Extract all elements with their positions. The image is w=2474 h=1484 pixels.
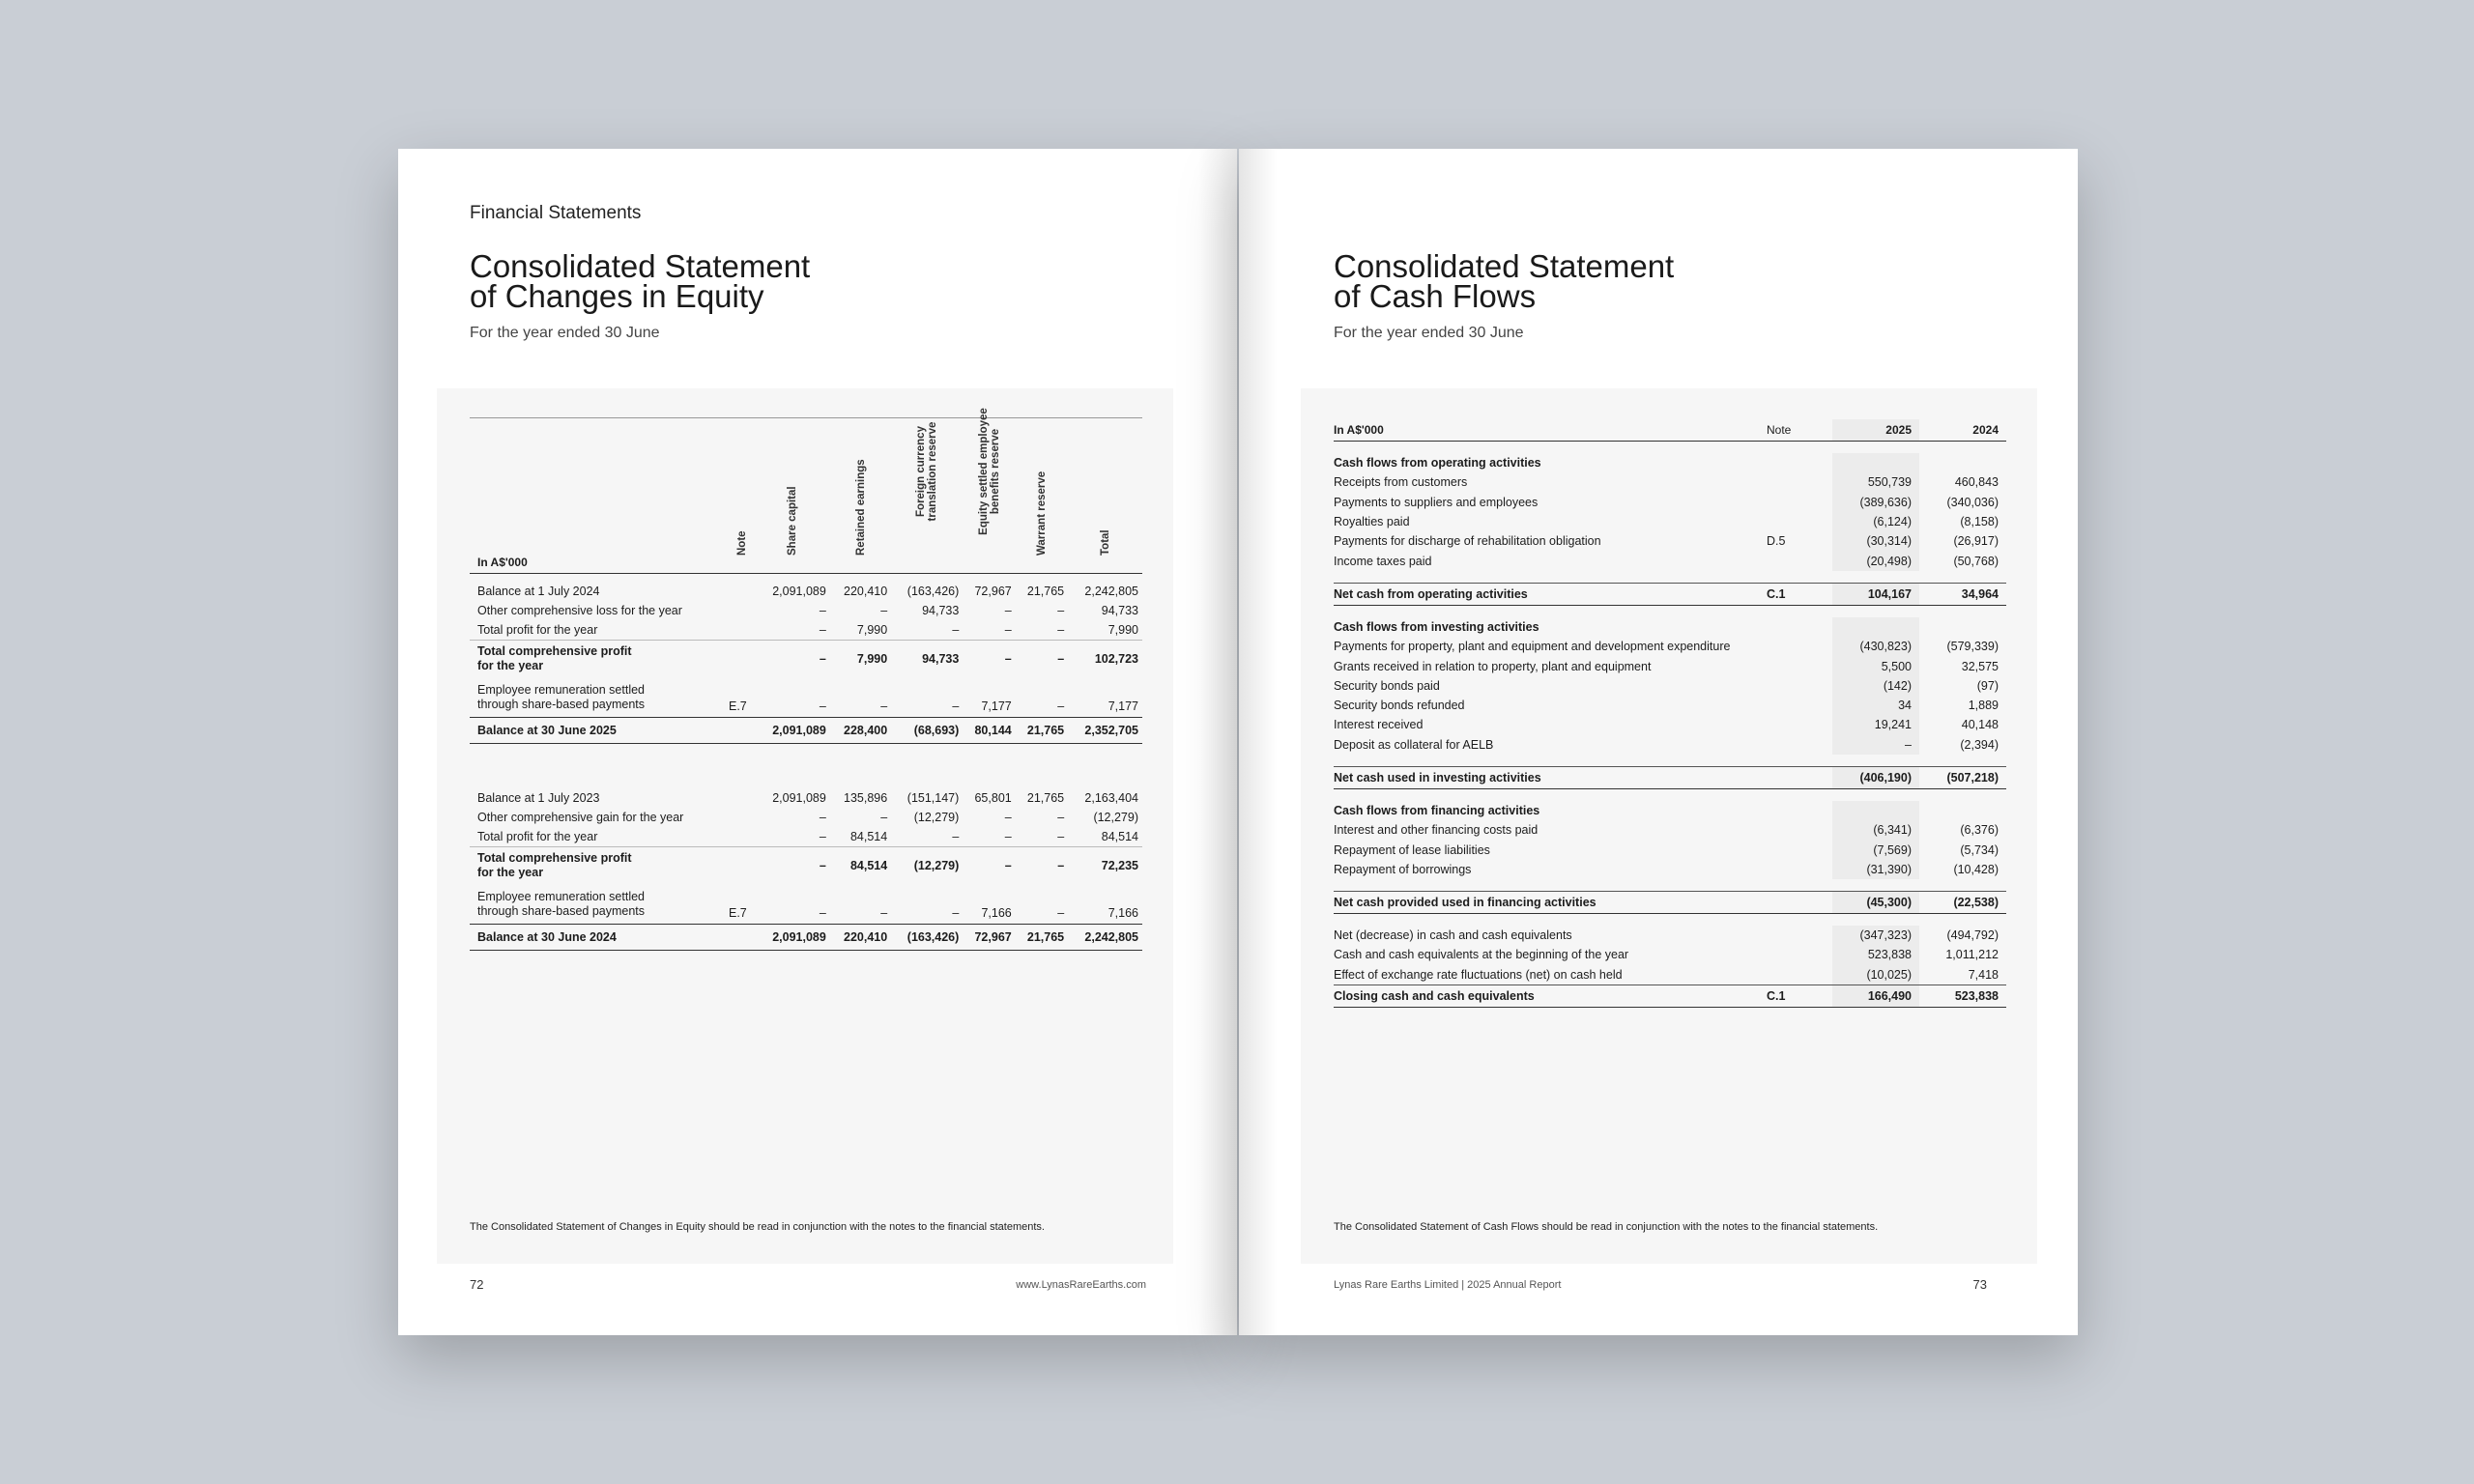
table-row: Balance at 1 July 2023 2,091,089 135,896 (151,147) 65,801 21,765 2,163,404 (477, 791, 1138, 805)
table-row: Deposit as collateral for AELB – (2,394) (1334, 735, 2006, 755)
table-row: Total comprehensive profit for the year – 84,514 (12,279) – – 72,235 (470, 847, 1142, 885)
table-row: Receipts from customers 550,739 460,843 (1334, 472, 2006, 492)
footer-company: Lynas Rare Earths Limited | 2025 Annual Report (1334, 1279, 1562, 1291)
footnote: The Consolidated Statement of Cash Flows should be read in conjunction with the notes to the financial statements. (1334, 1221, 1879, 1233)
left-page (398, 149, 1237, 1335)
table-row: Total profit for the year – 84,514 – – – 84,514 (477, 830, 1138, 843)
table-row: Effect of exchange rate fluctuations (net) on cash held (10,025) 7,418 (1334, 965, 2006, 985)
table-row: Royalties paid (6,124) (8,158) (1334, 512, 2006, 531)
table-row: Balance at 30 June 2024 2,091,089 220,410 (163,426) 72,967 21,765 2,242,805 (470, 925, 1142, 951)
table-row: Interest and other financing costs paid (6,341) (6,376) (1334, 820, 2006, 840)
col-2024: 2024 (1919, 419, 2006, 442)
section-heading: Cash flows from financing activities (1334, 801, 2006, 820)
unit-label: In A$'000 (1334, 419, 1767, 442)
table-row: Payments to suppliers and employees (389,636) (340,036) (1334, 493, 2006, 512)
col-total: Total (1099, 529, 1111, 556)
page-number: 73 (1972, 1277, 1987, 1292)
cashflow-table (1334, 419, 2006, 1008)
right-page (1239, 149, 2078, 1335)
footer-url[interactable]: www.LynasRareEarths.com (1016, 1279, 1146, 1291)
table-row: Other comprehensive loss for the year – – 94,733 – – 94,733 (477, 604, 1138, 617)
page-title (470, 248, 811, 314)
total-row: Closing cash and cash equivalents C.1 166,490 523,838 (1334, 985, 2006, 1007)
col-fx-reserve: Foreign currency translation reserve (915, 421, 939, 522)
col-2025: 2025 (1832, 419, 1919, 442)
table-row: Net (decrease) in cash and cash equivalents (347,323) (494,792) (1334, 926, 2006, 945)
table-row: Balance at 1 July 2024 2,091,089 220,410 (163,426) 72,967 21,765 2,242,805 (477, 585, 1138, 598)
col-retained-earnings: Retained earnings (854, 459, 867, 556)
page-number: 72 (470, 1277, 484, 1292)
equity-table (470, 408, 1142, 951)
page-subtitle: For the year ended 30 June (1334, 325, 1524, 341)
table-row: Cash and cash equivalents at the beginning of the year 523,838 1,011,212 (1334, 945, 2006, 964)
total-row: Net cash used in investing activities (406,190) (507,218) (1334, 766, 2006, 788)
col-employee-reserve: Equity settled employee benefits reserve (977, 408, 1001, 535)
table-row: Income taxes paid (20,498) (50,768) (1334, 551, 2006, 570)
page-subtitle: For the year ended 30 June (470, 325, 660, 341)
table-row: Security bonds refunded 34 1,889 (1334, 696, 2006, 715)
col-note: Note (736, 530, 748, 556)
table-row: Total profit for the year – 7,990 – – – 7,990 (477, 623, 1138, 637)
title-line-1: Consolidated Statement (470, 248, 811, 284)
table-row: Grants received in relation to property, plant and equipment 5,500 32,575 (1334, 656, 2006, 675)
table-row: Total comprehensive profit for the year – 7,990 94,733 – – 102,723 (470, 641, 1142, 678)
table-row: Payments for discharge of rehabilitation obligation D.5 (30,314) (26,917) (1334, 531, 2006, 551)
section-heading: Cash flows from operating activities (1334, 453, 2006, 472)
total-row: Net cash from operating activities C.1 104,167 34,964 (1334, 583, 2006, 605)
col-note: Note (1767, 419, 1832, 442)
page-title (1334, 248, 1675, 314)
unit-label: In A$'000 (470, 418, 723, 574)
table-header-row (1334, 419, 2006, 442)
col-share-capital: Share capital (787, 486, 799, 556)
table-row: Repayment of borrowings (31,390) (10,428) (1334, 860, 2006, 879)
table-row: Payments for property, plant and equipment and development expenditure (430,823) (579,339) (1334, 637, 2006, 656)
title-line-2: of Cash Flows (1334, 278, 1537, 314)
title-line-1: Consolidated Statement (1334, 248, 1675, 284)
table-header-row (470, 418, 1142, 574)
section-label: Financial Statements (470, 203, 642, 223)
table-row: Other comprehensive gain for the year – – (12,279) – – (12,279) (477, 811, 1138, 824)
table-row: Employee remuneration settled through share-based payments E.7 – – – 7,166 – 7,166 (477, 889, 1138, 920)
table-row: Balance at 30 June 2025 2,091,089 228,400 (68,693) 80,144 21,765 2,352,705 (470, 718, 1142, 744)
col-warrant-reserve: Warrant reserve (1035, 471, 1048, 556)
footnote: The Consolidated Statement of Changes in Equity should be read in conjunction with the notes to the financial statements. (470, 1221, 1045, 1233)
table-row: Security bonds paid (142) (97) (1334, 676, 2006, 696)
title-line-2: of Changes in Equity (470, 278, 764, 314)
total-row: Net cash provided used in financing activities (45,300) (22,538) (1334, 892, 2006, 914)
table-row: Employee remuneration settled through share-based payments E.7 – – – 7,177 – 7,177 (477, 682, 1138, 713)
table-row: Interest received 19,241 40,148 (1334, 715, 2006, 734)
table-row: Repayment of lease liabilities (7,569) (5,734) (1334, 840, 2006, 859)
section-heading: Cash flows from investing activities (1334, 617, 2006, 637)
